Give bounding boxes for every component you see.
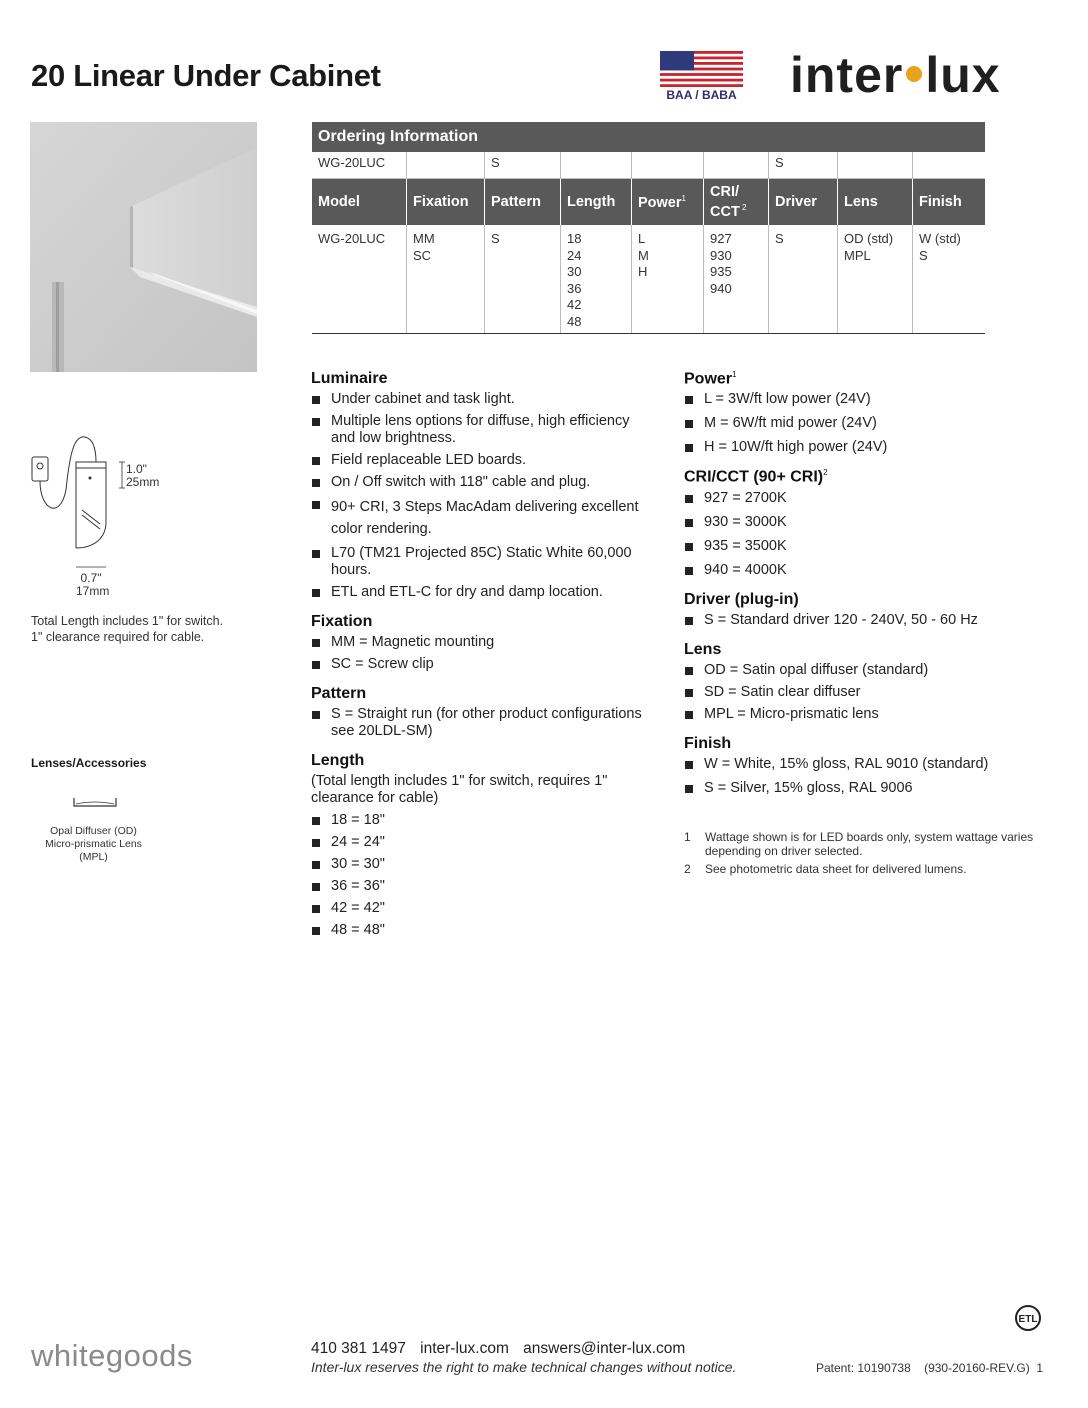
dimension-drawing (30, 430, 190, 600)
list-item: L70 (TM21 Projected 85C) Static White 60,000 hours. (311, 545, 651, 579)
length-subtitle: (Total length includes 1" for switch, requires 1" clearance for cable) (311, 773, 608, 806)
product-photo (30, 122, 257, 372)
column-header-fixation: Fixation (407, 179, 485, 226)
column-header-cri-cct: CRI/ CCT $^2$ (704, 179, 769, 226)
section-title: Power$^1$ (684, 370, 737, 388)
section-title: Driver (plug-in) (684, 590, 799, 608)
baa-baba-label: BAA / BABA (666, 88, 737, 102)
selection-cell (704, 152, 769, 179)
list-item: S = Silver, 15% gloss, RAL 9006 (684, 780, 1064, 797)
height-dimension: 1.0" 25mm (126, 462, 160, 489)
options-row (312, 225, 985, 334)
list-item: On / Off switch with 118" cable and plug. (311, 474, 651, 491)
list-item: 36 = 36" (311, 878, 651, 895)
column-header-finish: Finish (913, 179, 986, 226)
length-note: Total Length includes 1" for switch. 1" clearance required for cable. (31, 614, 224, 644)
list-item: 24 = 24" (311, 834, 651, 851)
list-item: MPL = Micro-prismatic lens (684, 706, 1064, 723)
column-header-row (312, 179, 985, 226)
list-item: 930 = 3000K (684, 514, 1064, 531)
usa-flag-icon (660, 51, 743, 87)
fixation-section (311, 613, 651, 673)
options-length: 18 24 30 36 42 48 (561, 225, 632, 334)
selection-cell (838, 152, 913, 179)
selection-cell (561, 152, 632, 179)
selection-row (312, 152, 985, 179)
ordering-table (312, 122, 985, 334)
section-title: Luminaire (311, 370, 388, 387)
list-item: M = 6W/ft mid power (24V) (684, 415, 1064, 432)
options-driver: S (769, 225, 838, 334)
section-title: Length (311, 752, 365, 769)
width-dimension: 0.7" 17mm (76, 571, 110, 598)
list-item: L = 3W/ft low power (24V) (684, 391, 1064, 408)
list-item: ETL and ETL-C for dry and damp location. (311, 584, 651, 601)
selection-cell: S (485, 152, 561, 179)
list-item: 30 = 30" (311, 856, 651, 873)
options-fixation: MM SC (407, 225, 485, 334)
list-item: 927 = 2700K (684, 490, 1064, 507)
section-title: Finish (684, 734, 732, 752)
list-item: 42 = 42" (311, 900, 651, 917)
options-model: WG-20LUC (312, 225, 407, 334)
list-item: 18 = 18" (311, 812, 651, 829)
list-item: Field replaceable LED boards. (311, 452, 651, 469)
list-item: H = 10W/ft high power (24V) (684, 439, 1064, 456)
phone-number: 410 381 1497 (311, 1340, 406, 1357)
selection-cell (913, 152, 986, 179)
whitegoods-logo: whitegoods (31, 1338, 193, 1373)
column-header-lens: Lens (838, 179, 913, 226)
lens-profile-icon (70, 796, 120, 808)
interlux-logo: inter lux (790, 47, 1001, 103)
list-item: 935 = 3500K (684, 538, 1064, 555)
list-item: OD = Satin opal diffuser (standard) (684, 662, 1064, 679)
section-title: Pattern (311, 685, 367, 702)
column-header-pattern: Pattern (485, 179, 561, 226)
selection-cell: S (769, 152, 838, 179)
list-item: 90+ CRI, 3 Steps MacAdam delivering excellent color rendering. (311, 496, 651, 540)
options-power: L M H (632, 225, 704, 334)
column-header-model: Model (312, 179, 407, 226)
list-item: SD = Satin clear diffuser (684, 684, 1064, 701)
column-header-driver: Driver (769, 179, 838, 226)
spec-column-right (684, 370, 1064, 809)
ordering-title: Ordering Information (312, 122, 985, 152)
list-item: MM = Magnetic mounting (311, 634, 651, 651)
footnotes (684, 830, 1064, 880)
footnote: 1 Wattage shown is for LED boards only, system wattage varies depending on driver selected. (684, 830, 1034, 858)
section-title: CRI/CCT (90+ CRI)$^2$ (684, 468, 828, 486)
contact-line (311, 1340, 685, 1358)
cri-cct-section (684, 468, 1064, 578)
power-section (684, 370, 1064, 456)
selection-cell (407, 152, 485, 179)
etl-certification-icon (1008, 1303, 1048, 1333)
list-item: SC = Screw clip (311, 656, 651, 673)
options-finish: W (std) S (913, 225, 986, 334)
list-item: 940 = 4000K (684, 562, 1064, 579)
selection-cell (632, 152, 704, 179)
list-item: Under cabinet and task light. (311, 391, 651, 408)
options-cri-cct: 927 930 935 940 (704, 225, 769, 334)
email-link[interactable]: answers@inter-lux.com (523, 1340, 686, 1357)
driver-section (684, 591, 1064, 629)
spec-column-left (311, 370, 651, 951)
list-item: W = White, 15% gloss, RAL 9010 (standard) (684, 756, 1064, 773)
section-title: Lens (684, 640, 722, 658)
disclaimer: Inter-lux reserves the right to make technical changes without notice. (311, 1359, 737, 1375)
list-item: 48 = 48" (311, 922, 651, 939)
length-section (311, 752, 651, 939)
column-header-length: Length (561, 179, 632, 226)
pattern-section (311, 685, 651, 740)
column-header-power: Power$^1$ (632, 179, 704, 226)
luminaire-section (311, 370, 651, 601)
finish-section (684, 735, 1064, 797)
logo-dot (906, 66, 922, 82)
list-item: S = Standard driver 120 - 240V, 50 - 60 Hz (684, 612, 1064, 629)
lens-caption: Opal Diffuser (OD) Micro-prismatic Lens (MPL) (45, 825, 142, 863)
list-item: Multiple lens options for diffuse, high efficiency and low brightness. (311, 413, 651, 447)
options-pattern: S (485, 225, 561, 334)
svg-text:ETL: ETL (1018, 1314, 1038, 1325)
selection-cell: WG-20LUC (312, 152, 407, 179)
list-item: S = Straight run (for other product configurations see 20LDL-SM) (311, 706, 651, 740)
lenses-accessories-title: Lenses/Accessories (31, 756, 147, 770)
patent-info: Patent: 10190738 (930-20160-REV.G) 1 (816, 1361, 1044, 1375)
lens-section (684, 641, 1064, 723)
website-link[interactable]: inter-lux.com (420, 1340, 509, 1357)
page-title: 20 Linear Under Cabinet (31, 58, 381, 93)
options-lens: OD (std) MPL (838, 225, 913, 334)
footnote: 2 See photometric data sheet for delivered lumens. (684, 862, 967, 876)
section-title: Fixation (311, 613, 373, 630)
